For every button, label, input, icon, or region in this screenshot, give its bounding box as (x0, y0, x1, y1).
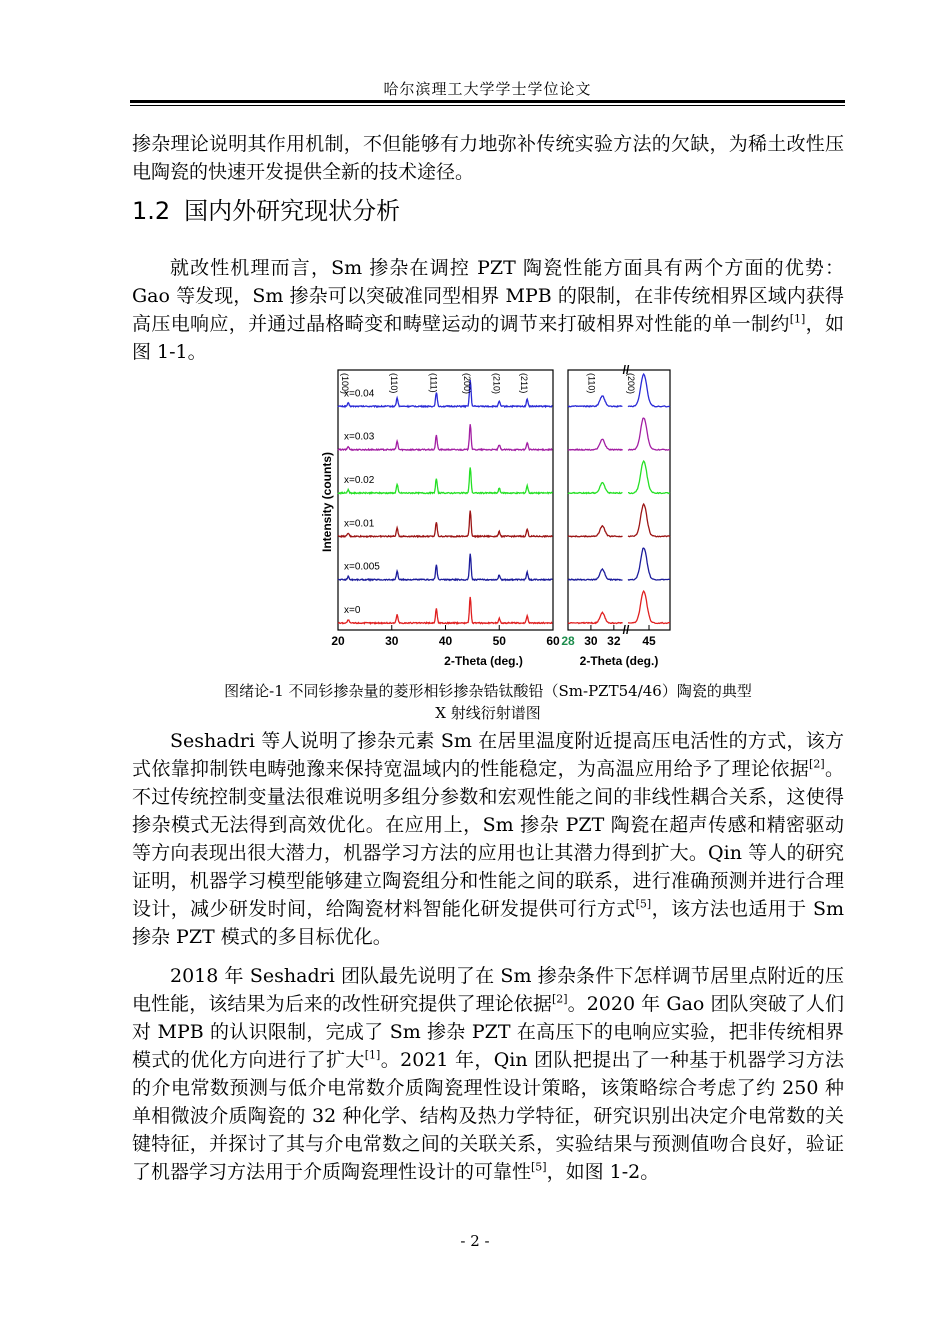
series-line (568, 461, 670, 493)
peak-index-label: (110) (586, 373, 597, 394)
x-tick-label: 30 (584, 634, 598, 648)
section-title: 国内外研究现状分析 (184, 197, 401, 225)
x-tick-label: 60 (546, 634, 560, 648)
x-tick-label: 40 (438, 634, 453, 648)
series-label: x=0.005 (344, 561, 380, 573)
peak-index-label: (111) (428, 373, 439, 393)
left-plot-frame (338, 370, 553, 630)
paragraph-2: Seshadri 等人说明了掺杂元素 Sm 在居里温度附近提高压电活性的方式，该方式依靠抑制铁电畴弛豫来保持宽温域内的性能稳定，为高温应用给予了理论依据[2]。不过传统控制变量法很难说明多组分参数和宏观性能之间的非线性耦合关系，这使得掺杂模式无法得到高效优化。在应用上，Sm 掺杂 PZT 陶瓷在超声传感和精密驱动等方向表现出很大潜力，机器学习方法的应用也让其潜力得到扩大。Qin 等人的研究证明，机器学习模型能够建立陶瓷组分和性能之间的联系，进行准确预测并进行合理设计，减少研发时间，给陶瓷材料智能化研发提供可行方式[5]，该方法也适用于 Sm 掺杂 PZT 模式的多目标优化。 (132, 730, 844, 948)
x-axis-label: 2-Theta (deg.) (579, 654, 659, 668)
peak-index-label: (100) (340, 373, 351, 395)
axis-break-mark: // (622, 363, 630, 377)
x-tick-label: 30 (385, 634, 399, 648)
citation: [2] (809, 757, 825, 771)
section-heading (132, 195, 400, 227)
series-label: x=0.01 (344, 518, 375, 530)
series-label: x=0.02 (344, 475, 375, 486)
left-panel (331, 370, 560, 668)
figure-caption (132, 680, 844, 724)
series-line (568, 374, 670, 407)
header-rule-thin (130, 105, 845, 106)
series-line (338, 597, 553, 624)
series-label: x=0 (344, 605, 361, 616)
y-axis-label-group (320, 452, 334, 552)
header-rule-thick (130, 100, 845, 103)
axis-break-mark: // (622, 623, 630, 637)
x-tick-label: 32 (607, 634, 621, 648)
right-plot-frame (568, 370, 670, 630)
series-line (568, 548, 670, 580)
series-label: x=0.03 (344, 431, 375, 443)
peak-index-label: (211) (519, 373, 530, 394)
x-tick-label: 45 (642, 634, 656, 648)
x-tick-label: 20 (331, 634, 345, 648)
page-number: - 2 - (460, 1232, 490, 1250)
series-label: x=0.04 (344, 388, 375, 400)
x-tick-label: 50 (492, 634, 506, 648)
section-number: 1.2 (132, 197, 171, 225)
series-line (568, 504, 670, 537)
right-panel (561, 363, 670, 668)
peak-index-label: (110) (389, 373, 400, 394)
series-line (568, 418, 670, 450)
paragraph-3: 2018 年 Seshadri 团队最先说明了在 Sm 掺杂条件下怎样调节居里点附近的压电性能，该结果为后来的改性研究提供了理论依据[2]。2020 年 Gao 团队突破了人们对 MPB 的认识限制，完成了 Sm 掺杂 PZT 在高压下的电响应实验，把非传统相界模式的优化方向进行了扩大[1]。2021 年，Qin 团队把提出了一种基于机器学习方法的介电常数预测与低介电常数介质陶瓷理性设计策略，该策略综合考虑了约 250 种单相微波介质陶瓷的 32 种化学、结构及热力学特征，研究识别出决定介电常数的关键特征，并探讨了其与介电常数之间的关联关系，实验结果与预测值吻合良好，验证了机器学习方法用于介质陶瓷理性设计的可靠性[5]，如图 1-2。 (132, 965, 844, 1183)
citation: [1] (364, 1048, 381, 1062)
running-header: 哈尔滨理工大学学士学位论文 (383, 80, 592, 98)
paragraph-1: 就改性机理而言，Sm 掺杂在调控 PZT 陶瓷性能方面具有两个方面的优势：Gao 等发现，Sm 掺杂可以突破准同型相界 MPB 的限制，在非传统相界区域内获得高压电响应，并通过晶格畸变和畴壁运动的调节来打破相界对性能的单一制约[1]，如图 1-1。 (132, 257, 844, 363)
paragraph-intro: 掺杂理论说明其作用机制，不但能够有力地弥补传统实验方法的欠缺，为稀土改性压电陶瓷的快速开发提供全新的技术途径。 (132, 133, 844, 183)
x-tick-label: 28 (561, 634, 575, 648)
x-axis-label: 2-Theta (deg.) (444, 654, 523, 668)
xrd-figure (318, 362, 680, 674)
caption-line-1: 图绪论-1 不同钐掺杂量的菱形相钐掺杂锆钛酸铅（Sm-PZT54/46）陶瓷的典型 (224, 682, 752, 700)
peak-index-label: (210) (491, 373, 502, 395)
y-axis-label: Intensity (counts) (320, 451, 334, 553)
citation: [5] (635, 897, 652, 911)
citation: [2] (551, 992, 568, 1006)
peak-index-label: (200) (626, 373, 636, 395)
citation: [5] (531, 1160, 547, 1174)
citation: [1] (789, 312, 806, 326)
peak-index-label: (200) (462, 373, 473, 395)
series-line (568, 591, 670, 623)
caption-line-2: X 射线衍射谱图 (435, 704, 541, 722)
